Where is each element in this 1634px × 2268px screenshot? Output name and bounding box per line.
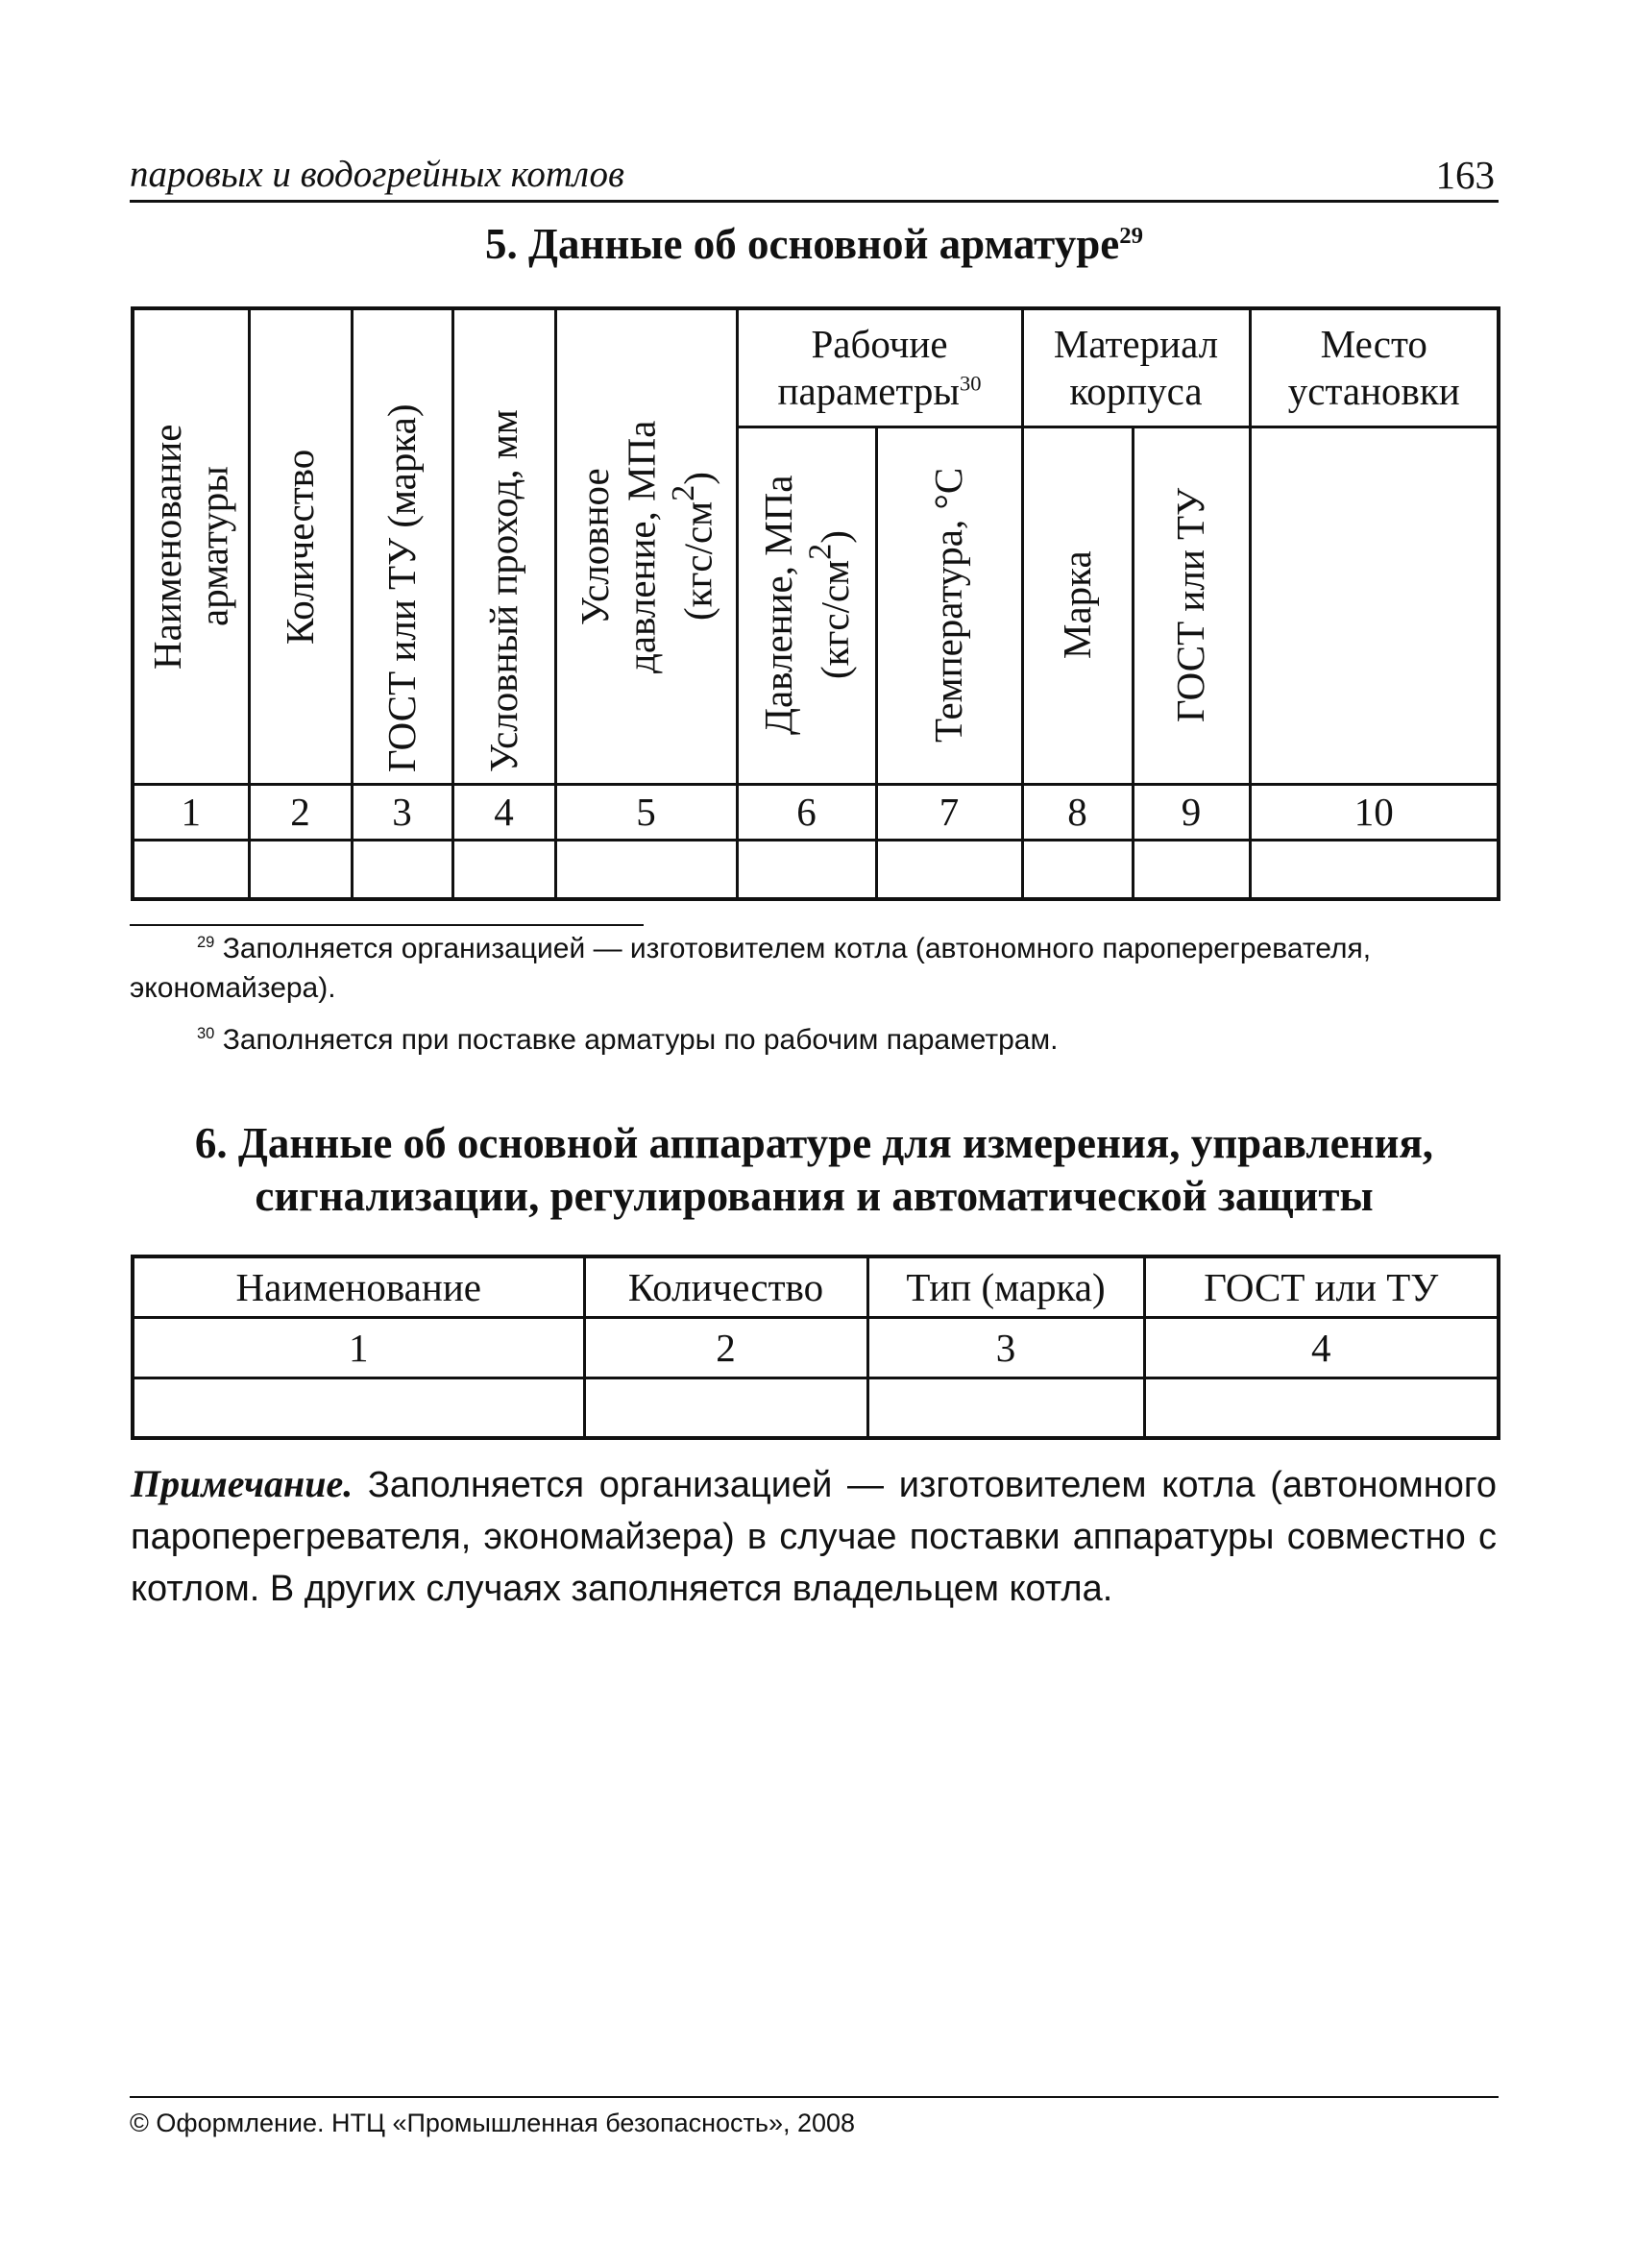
header-location-blank	[1250, 427, 1499, 784]
blank-cell	[867, 1378, 1144, 1438]
blank-cell	[555, 840, 737, 899]
col-number: 7	[876, 784, 1022, 840]
blank-cell	[876, 840, 1022, 899]
col-number: 10	[1250, 784, 1499, 840]
col-number: 9	[1133, 784, 1250, 840]
header-quantity: Количество	[584, 1256, 867, 1317]
valves-table	[131, 306, 1500, 901]
col-number: 5	[555, 784, 737, 840]
section5-title: 5. Данные об основной арматуре$^{29}$	[485, 220, 1143, 268]
running-title: паровых и водогрейных котлов	[130, 154, 624, 195]
header-temperature: Температура, °С	[876, 427, 1022, 784]
section6-title: 6. Данные об основной аппаратуре для измерения, управления, сигнализации, регулирования и автоматической защиты	[194, 1119, 1434, 1220]
blank-cell	[452, 840, 555, 899]
blank-cell	[1250, 840, 1499, 899]
col-number: 1	[133, 1317, 584, 1378]
col-number: 4	[1144, 1317, 1499, 1378]
instruments-table	[131, 1255, 1500, 1440]
page-number: 163	[1435, 153, 1495, 197]
note-paragraph: Примечание. Заполняется организацией — изготовителем котла (автономного пароперегревателя, экономайзера) в случае поставки аппаратуры совместно с котлом. В других случаях заполняется владельцем котла.	[131, 1462, 1497, 1609]
note-label: Примечание.	[131, 1462, 354, 1505]
col-number: 3	[867, 1317, 1144, 1378]
header-gost: ГОСТ или ТУ	[1144, 1256, 1499, 1317]
col-number: 2	[584, 1317, 867, 1378]
col-number: 3	[352, 784, 452, 840]
header-material-gost: ГОСТ или ТУ	[1133, 427, 1250, 784]
blank-cell	[352, 840, 452, 899]
col-number: 4	[452, 784, 555, 840]
header-quantity: Количество	[249, 308, 352, 784]
blank-cell	[584, 1378, 867, 1438]
blank-cell	[1144, 1378, 1499, 1438]
col-number: 2	[249, 784, 352, 840]
blank-cell	[1133, 840, 1250, 899]
blank-cell	[133, 840, 249, 899]
header-working-params: Рабочие параметры$^{30}$	[737, 308, 1022, 427]
blank-cell	[737, 840, 876, 899]
header-pressure: Давление, МПа $(кгс/см^2)$	[737, 427, 876, 784]
header-type: Тип (марка)	[867, 1256, 1144, 1317]
footnote-29: $^{29}$ Заполняется организацией — изготовителем котла (автономного пароперегревателя, экономайзера).	[130, 933, 1372, 1004]
copyright-footer: © Оформление. НТЦ «Промышленная безопасность», 2008	[130, 2109, 856, 2137]
footnote-ref-29: 29	[1119, 223, 1143, 249]
footer-divider	[130, 2096, 1499, 2098]
header-material-mark: Марка	[1022, 427, 1133, 784]
running-header	[130, 142, 1499, 203]
header-valve-name: Наименование арматуры	[133, 308, 249, 784]
col-number: 1	[133, 784, 249, 840]
header-name: Наименование	[133, 1256, 584, 1317]
header-body-material: Материал корпуса	[1022, 308, 1250, 427]
footnote-divider	[130, 924, 644, 926]
header-gost-tu-mark: ГОСТ или ТУ (марка)	[352, 308, 452, 784]
col-number: 8	[1022, 784, 1133, 840]
col-number: 6	[737, 784, 876, 840]
blank-cell	[133, 1378, 584, 1438]
header-install-location: Место установки	[1250, 308, 1499, 427]
blank-cell	[1022, 840, 1133, 899]
header-nominal-bore: Условный проход, мм	[452, 308, 555, 784]
header-nominal-pressure: Условное давление, МПа $(кгс/см^2)$	[555, 308, 737, 784]
footnote-30: $^{30}$ Заполняется при поставке арматуры по рабочим параметрам.	[197, 1024, 1059, 1056]
blank-cell	[249, 840, 352, 899]
